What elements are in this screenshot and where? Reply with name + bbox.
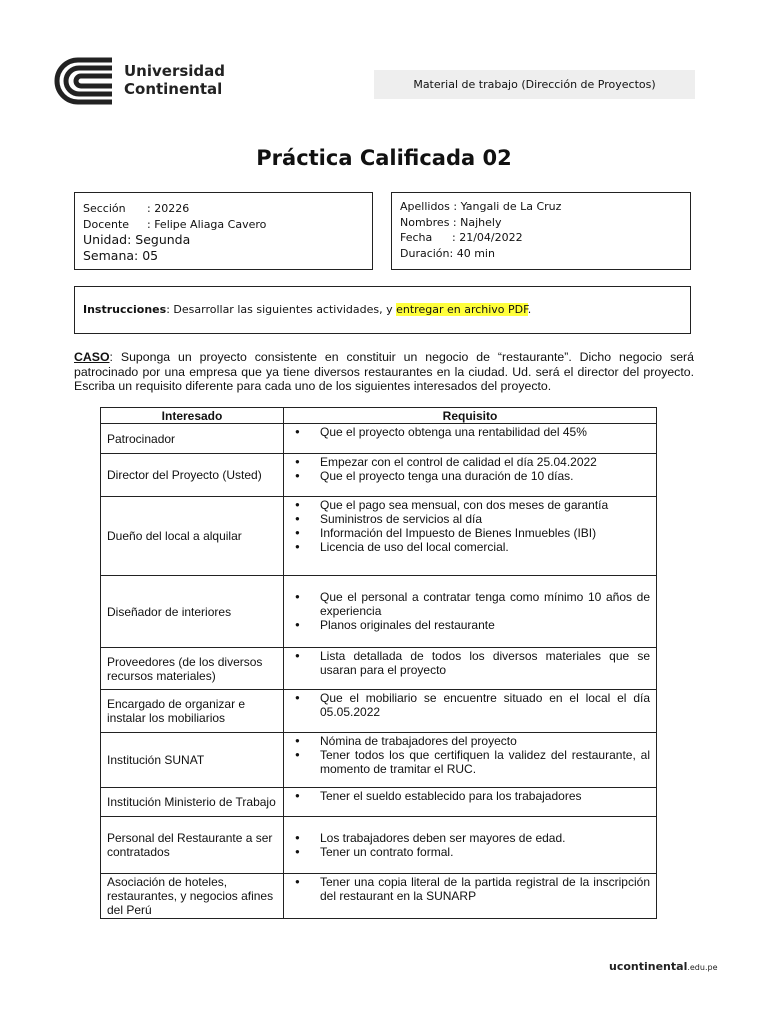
logo-line2: Continental bbox=[124, 80, 223, 98]
instructions-label: Instrucciones bbox=[83, 303, 167, 316]
requisito-item: ● Planos originales del restaurante bbox=[290, 618, 650, 632]
requisito-item: ● Que el pago sea mensual, con dos meses de garantía bbox=[290, 498, 650, 512]
requisito-item: ● Empezar con el control de calidad el día 25.04.2022 bbox=[290, 455, 650, 469]
requisito-item: ● Que el personal a contratar tenga como mínimo 10 años de experiencia bbox=[290, 590, 650, 618]
table-row bbox=[101, 788, 657, 817]
instructions-text: : Desarrollar las siguientes actividades, y bbox=[166, 303, 397, 316]
footer-brand bbox=[609, 960, 718, 973]
case-paragraph bbox=[74, 350, 694, 394]
table-header-row bbox=[101, 408, 657, 424]
requisito-item: ● Tener un contrato formal. bbox=[290, 845, 650, 859]
requisito-item: ● Que el proyecto tenga una duración de 10 días. bbox=[290, 469, 650, 483]
unidad: Unidad: Segunda bbox=[83, 232, 191, 247]
requisito-cell bbox=[284, 817, 657, 874]
requisito-item: ● Suministros de servicios al día bbox=[290, 512, 650, 526]
interesado-cell: Director del Proyecto (Usted) bbox=[101, 454, 284, 497]
requisito-item: ● Nómina de trabajadores del proyecto bbox=[290, 734, 650, 748]
interesado-cell: Personal del Restaurante a ser contratados bbox=[101, 817, 284, 874]
interesado-cell: Diseñador de interiores bbox=[101, 576, 284, 648]
requisito-cell bbox=[284, 874, 657, 919]
logo-text bbox=[124, 62, 225, 98]
continental-c-icon bbox=[50, 56, 116, 106]
interesado-cell: Dueño del local a alquilar bbox=[101, 497, 284, 576]
table-row bbox=[101, 817, 657, 874]
material-label: Material de trabajo (Dirección de Proyectos) bbox=[374, 70, 695, 99]
fecha-value: : 21/04/2022 bbox=[452, 231, 523, 244]
requisito-item: ● Que el mobiliario se encuentre situado en el local el día 05.05.2022 bbox=[290, 691, 650, 719]
table-row bbox=[101, 497, 657, 576]
requisito-item: ● Tener todos los que certifiquen la validez del restaurante, al momento de tramitar el RUC. bbox=[290, 748, 650, 776]
requisito-cell bbox=[284, 576, 657, 648]
student-info-right bbox=[391, 192, 691, 270]
requisito-cell bbox=[284, 788, 657, 817]
requisito-cell bbox=[284, 497, 657, 576]
fecha-label: Fecha bbox=[400, 231, 433, 244]
requisito-item: ● Información del Impuesto de Bienes Inmuebles (IBI) bbox=[290, 526, 650, 540]
instructions-box bbox=[74, 286, 691, 334]
requisito-item: ● Tener una copia literal de la partida registral de la inscripción del restaurant en la SUNARP bbox=[290, 875, 650, 903]
interesado-cell: Encargado de organizar e instalar los mobiliarios bbox=[101, 690, 284, 733]
semana: Semana: 05 bbox=[83, 247, 159, 263]
nombres: Nombres : Najhely bbox=[400, 215, 502, 229]
requisito-cell bbox=[284, 690, 657, 733]
docente-value: : Felipe Aliaga Cavero bbox=[147, 217, 267, 231]
header-interesado: Interesado bbox=[101, 408, 284, 424]
footer-brand-name: ucontinental bbox=[609, 960, 688, 973]
table-row bbox=[101, 874, 657, 919]
duracion: Duración: 40 min bbox=[400, 246, 495, 260]
interesado-cell: Asociación de hoteles, restaurantes, y negocios afines del Perú bbox=[101, 874, 284, 919]
interesado-cell: Institución SUNAT bbox=[101, 733, 284, 788]
requisito-item: ● Tener el sueldo establecido para los trabajadores bbox=[290, 789, 650, 803]
instructions-highlight: entregar en archivo PDF bbox=[396, 303, 528, 316]
logo-line1: Universidad bbox=[124, 62, 226, 80]
requisito-item: ● Los trabajadores deben ser mayores de edad. bbox=[290, 831, 650, 845]
seccion-value: : 20226 bbox=[147, 202, 190, 215]
apellidos: Apellidos : Yangali de La Cruz bbox=[400, 200, 562, 213]
table-row bbox=[101, 454, 657, 497]
table-row bbox=[101, 424, 657, 454]
instructions-end: . bbox=[527, 303, 532, 316]
student-info-left bbox=[74, 192, 373, 270]
requisito-item: ● Que el proyecto obtenga una rentabilidad del 45% bbox=[290, 425, 650, 439]
university-logo bbox=[50, 56, 230, 106]
table-row bbox=[101, 733, 657, 788]
requisito-cell bbox=[284, 454, 657, 497]
header-requisito: Requisito bbox=[284, 408, 657, 424]
requisito-item: ● Licencia de uso del local comercial. bbox=[290, 540, 650, 554]
case-label: CASO bbox=[74, 350, 110, 364]
interesado-cell: Institución Ministerio de Trabajo bbox=[101, 788, 284, 817]
docente-label: Docente bbox=[83, 217, 130, 231]
interesado-cell: Patrocinador bbox=[101, 424, 284, 454]
footer-domain: .edu.pe bbox=[687, 963, 718, 972]
case-text: : Suponga un proyecto consistente en constituir un negocio de “restaurante”. Dicho negocio será patrocinado por una empresa que ya tiene diversos restaurantes en la ciudad. Ud. será el director del proyecto. Escriba un requisito diferente para cada uno de los siguientes interesados del proyecto. bbox=[74, 350, 694, 393]
page-title: Práctica Calificada 02 bbox=[256, 146, 512, 170]
requirements-table bbox=[100, 407, 657, 919]
table-row bbox=[101, 690, 657, 733]
requisito-cell bbox=[284, 648, 657, 690]
requisito-item: ● Lista detallada de todos los diversos materiales que se usaran para el proyecto bbox=[290, 649, 650, 677]
seccion-label: Sección bbox=[83, 202, 126, 215]
table-row bbox=[101, 648, 657, 690]
requisito-cell bbox=[284, 733, 657, 788]
table-row bbox=[101, 576, 657, 648]
requisito-cell bbox=[284, 424, 657, 454]
interesado-cell: Proveedores (de los diversos recursos materiales) bbox=[101, 648, 284, 690]
